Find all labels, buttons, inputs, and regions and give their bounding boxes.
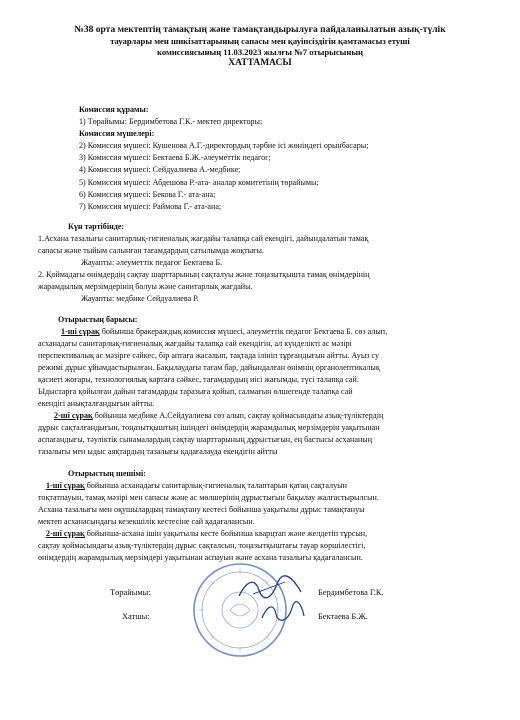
- title-line-4: ХАТТАМАСЫ: [228, 58, 292, 68]
- decision-line: сақтау қоймасындағы азық-түліктердің дұрыс сақталсын, тоңазытқыштағы тауар көршілестігі,: [38, 541, 366, 550]
- proceedings-line: перспективалық ас мәзірге сәйкес, бір аптаға жасалып, тақтада ілініп тұрғандығын айтты. Ауыз су: [38, 351, 380, 360]
- member-line: 3) Комиссия мүшесі: Бектаева Б.Ж.-әлеуметтік педагог;: [79, 153, 271, 162]
- members-heading: Комиссия мүшелері:: [79, 129, 155, 138]
- proceedings-line: режимі дұрыс ұйымдастырылған. Бақылаудағы тағам бар, дайындалған өнімнің органолептикалық: [38, 363, 380, 372]
- proceedings-line: қасиеті жоғары, технологиялық картаға сәйкес, тағамдардың иісі жағымды, түсі талапқа сай.: [38, 375, 359, 384]
- decision-line: тоқтатпауын, тамақ мәзірі мен сапасы және ас мөлшерінің дұрыстығын бақылау жалғастырылсын.: [38, 493, 379, 502]
- member-line: 2) Комиссия мүшесі: Кушенова А.Г.-директордың тәрбие ісі жөніндегі орынбасары;: [79, 141, 369, 150]
- decision-q1-first-line: 1-ші сұрақ бойынша асханадағы санитарлық-гигиеналық талаптарын қатаң сақталуын: [46, 481, 347, 490]
- agenda-heading: Күн тәртібінде:: [68, 222, 125, 231]
- title-line-1: №38 орта мектептің тамақтың және тамақтандырылуға пайдаланылатын азық-түлік: [74, 25, 446, 35]
- proceedings-heading: Отырыстың барысы:: [58, 315, 138, 324]
- member-line: 7) Комиссия мүшесі: Раймова Г.- ата-ана;: [79, 202, 222, 211]
- title-line-2: тауарлары мен шикізаттарының сапасы мен қауіпсіздігін қамтамасыз етуші: [110, 36, 410, 46]
- proceedings-line: екендігі анықталғандығын айтты.: [38, 399, 155, 408]
- title-line-3: комиссиясының 11.03.2023 жылғы №7 отырысының: [157, 47, 363, 57]
- decision-line: Асхана тазалығы мен оқушылардың тамақтану кестесі бойынша уақытылы дұрыс тамақтануы: [38, 505, 365, 514]
- proceedings-line: дұрыс сақталғандығын, тоңазытқыштың ішіндегі өнімдердің жарамдылық мерзімдерін уақытынан: [38, 423, 380, 432]
- document-title: [36, 25, 484, 69]
- proceedings-q2-first-line: 2-ші сұрақ бойынша медбике А.Сейдуалиева сөз алып, сақтау қоймасындағы азық-түліктердің: [54, 411, 384, 420]
- question-label: 2-ші сұрақ: [46, 529, 85, 538]
- secretary-name: Бектаева Б.Ж.: [318, 612, 368, 621]
- proceedings-line: асханадағы санитарлық-гигиеналық жағдайы талапқа сай екендігін, ал күнделікті ас мәзірі: [38, 339, 352, 348]
- member-line: 5) Комиссия мүшесі: Абдешова Р.-ата- аналар комитетінің төрайымы;: [79, 178, 319, 187]
- question-label: 1-ші сұрақ: [61, 327, 100, 336]
- secretary-signature: [258, 600, 308, 626]
- agenda-responsible: Жауапты: медбике Сейдуалиева Р.: [81, 294, 199, 303]
- chair-signature-label: Төрайымы:: [110, 588, 151, 597]
- decision-heading: Отырыстың шешімі:: [68, 469, 146, 478]
- agenda-item-line: жарамдылық мерзімдерінің болуы және санитарлық жағдайы.: [38, 282, 253, 291]
- decision-line: мектеп асханасындағы кезекшілік кестесіне сай қадағалансын.: [38, 517, 255, 526]
- agenda-item-line: сапасы және тыйым салынған тағамдардың сатылымда жоқтығы.: [38, 246, 264, 255]
- agenda-item-line: 2. Қоймадағы өнімдердің сақтау шарттарының сақталуы және тоңазытқышта тамақ өнімдерінің: [38, 270, 370, 279]
- proceedings-line: аспағандығы, тәуліктік сынамалардың сақтау шарттарының дұрыстығын, ең бастысы асхананың: [38, 435, 373, 444]
- question-label: 1-ші сұрақ: [46, 481, 85, 490]
- proceedings-line: Ыдыстарға қойылған дайын тағамдарды таразыға қойып, салмағын өлшегенде талапқа сай: [38, 387, 353, 396]
- member-line: 4) Комиссия мүшесі: Сейдуалиева А.-медбике;: [79, 165, 241, 174]
- chair-name: Бердимбетова Г.К.: [318, 588, 384, 597]
- question-label: 2-ші сұрақ: [54, 411, 93, 420]
- proceedings-q1-first-line: 1-ші сұрақ бойынша бракераждық комиссия мүшесі, әлеуметтік педагог Бектаева Б. сөз алып,: [61, 327, 388, 336]
- decision-line: өнімдердің жарамдылық мерзімдері уақытынан аспауын және асхана тазалығы қадағалансын.: [38, 553, 363, 562]
- member-line: 6) Комиссия мүшесі: Бекова Г.- ата-ана;: [79, 190, 216, 199]
- decision-q2-first-line: 2-ші сұрақ бойынша-асхана ішін уақытылы кесте бойынша кварцтап және желдетіп тұрсын,: [46, 529, 368, 538]
- proceedings-line: тазалығы мен ыдыс аяқтардың тазалығы қадағалауда екендігін айтты: [38, 447, 278, 456]
- secretary-signature-label: Хатшы:: [122, 612, 150, 621]
- commission-heading: Комиссия құрамы:: [79, 105, 149, 114]
- agenda-item-line: 1.Асхана тазалығы санитарлық-гигиеналық жағдайы талапқа сай екендігі, дайындалатын тамақ: [38, 234, 369, 243]
- commission-chair: 1) Төрайымы: Бердимбетова Г.К.- мектеп директоры;: [79, 117, 263, 126]
- agenda-responsible: Жауапты: әлеуметтік педагог Бектаева Б.: [81, 258, 223, 267]
